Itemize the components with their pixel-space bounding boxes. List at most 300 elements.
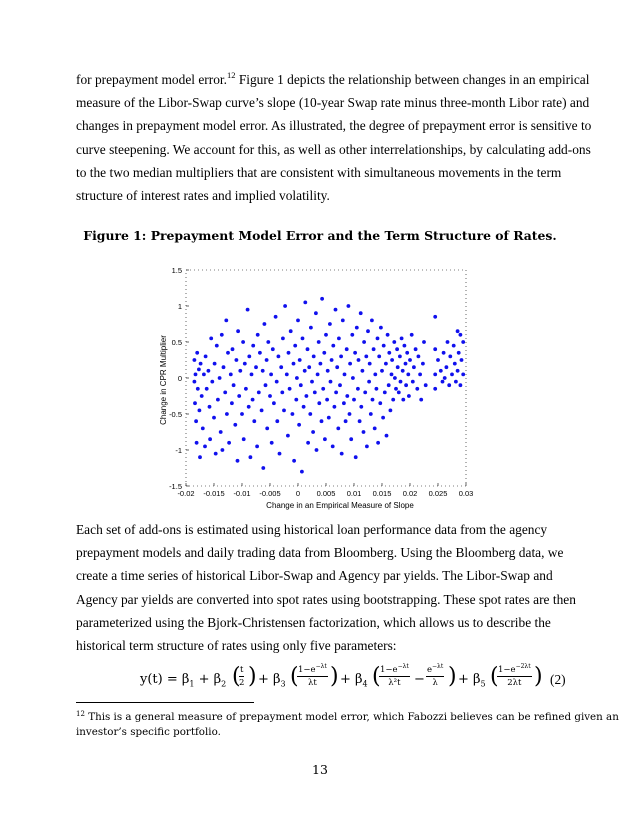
x-axis-label: Change in an Empirical Measure of Slope — [266, 501, 414, 510]
data-point — [340, 452, 344, 456]
data-point — [275, 419, 279, 423]
data-point — [251, 398, 255, 402]
data-point — [243, 362, 247, 366]
data-point — [401, 369, 405, 373]
y-tick-label: -0.5 — [169, 410, 182, 419]
data-point — [238, 369, 242, 373]
data-point — [287, 351, 291, 355]
data-point — [256, 333, 260, 337]
data-point — [286, 434, 290, 438]
equation-lhs: y(t) = β — [140, 672, 190, 687]
data-point — [272, 401, 276, 405]
data-point — [254, 365, 258, 369]
data-point — [359, 311, 363, 315]
figure-title: Figure 1: Prepayment Model Error and the Term Structure of Rates. — [83, 228, 557, 243]
data-point — [311, 430, 315, 434]
y-tick-label: -1 — [175, 446, 182, 455]
data-point — [308, 412, 312, 416]
data-point — [361, 369, 365, 373]
data-point — [397, 391, 401, 395]
data-point — [394, 387, 398, 391]
data-point — [403, 344, 407, 348]
data-point — [328, 322, 332, 326]
data-point — [441, 380, 445, 384]
data-point — [226, 351, 230, 355]
data-point — [351, 376, 355, 380]
data-point — [452, 344, 456, 348]
data-point — [399, 380, 403, 384]
data-point — [232, 383, 236, 387]
data-point — [278, 452, 282, 456]
data-point — [236, 329, 240, 333]
data-point — [443, 376, 447, 380]
data-point — [294, 398, 298, 402]
data-point — [379, 326, 383, 330]
data-point — [404, 383, 408, 387]
data-point — [338, 383, 342, 387]
data-point — [199, 362, 203, 366]
data-point — [330, 358, 334, 362]
data-point — [205, 387, 209, 391]
data-point — [202, 373, 206, 377]
data-point — [303, 301, 307, 305]
data-point — [195, 441, 199, 445]
data-point — [352, 398, 356, 402]
data-point — [265, 427, 269, 431]
y-tick-label: 0.5 — [171, 338, 182, 347]
data-point — [439, 369, 443, 373]
data-point — [363, 391, 367, 395]
text-line: for prepayment model error.$^{12}$ Figure 1 depicts the relationship between changes in an empirical — [76, 70, 590, 87]
data-point — [195, 351, 199, 355]
data-point — [336, 427, 340, 431]
data-point — [406, 373, 410, 377]
data-point — [372, 347, 376, 351]
plot-area-border — [186, 270, 466, 486]
data-point — [208, 405, 212, 409]
data-point — [433, 387, 437, 391]
paragraph-addons — [76, 518, 576, 657]
data-point — [315, 448, 319, 452]
data-point — [369, 412, 373, 416]
data-point — [300, 470, 304, 474]
data-point — [454, 380, 458, 384]
data-point — [373, 427, 377, 431]
x-tick-label: -0.02 — [177, 489, 195, 498]
data-point — [433, 373, 437, 377]
data-point — [247, 405, 251, 409]
data-point — [250, 373, 254, 377]
data-point — [365, 445, 369, 449]
data-point — [193, 401, 197, 405]
x-tick-label: 0.01 — [346, 489, 362, 498]
data-point — [224, 319, 228, 323]
data-point — [299, 383, 303, 387]
data-point — [242, 437, 246, 441]
data-point — [326, 369, 330, 373]
data-point — [421, 362, 425, 366]
data-point — [275, 380, 279, 384]
data-point — [396, 365, 400, 369]
data-point — [418, 373, 422, 377]
data-point — [347, 304, 351, 308]
data-point — [333, 405, 337, 409]
footnote-text: This is a general measure of prepayment model error, which Fabozzi believes can be refined given an — [84, 711, 619, 723]
data-point — [307, 365, 311, 369]
footnote-text: investor’s specific portfolio. — [76, 726, 221, 738]
data-point — [305, 394, 309, 398]
data-points — [193, 297, 466, 474]
data-point — [348, 362, 352, 366]
data-point — [246, 308, 250, 312]
data-point — [419, 398, 423, 402]
data-point — [436, 358, 440, 362]
data-point — [303, 369, 307, 373]
data-point — [345, 394, 349, 398]
data-point — [404, 362, 408, 366]
x-tick-label: 0.025 — [428, 489, 448, 498]
data-point — [381, 416, 385, 420]
data-point — [390, 373, 394, 377]
data-point — [343, 373, 347, 377]
data-point — [230, 401, 234, 405]
data-point — [209, 337, 213, 341]
data-point — [391, 398, 395, 402]
data-point — [200, 394, 204, 398]
data-point — [375, 387, 379, 391]
data-point — [249, 455, 253, 459]
data-point — [210, 380, 214, 384]
data-point — [334, 391, 338, 395]
y-tick-label: 0 — [177, 374, 182, 383]
data-point — [353, 351, 357, 355]
data-point — [207, 369, 211, 373]
data-point — [261, 466, 265, 470]
data-point — [203, 445, 207, 449]
data-point — [237, 394, 241, 398]
data-point — [335, 365, 339, 369]
data-point — [362, 430, 366, 434]
data-point — [225, 412, 229, 416]
data-point — [433, 347, 437, 351]
data-point — [317, 401, 321, 405]
data-point — [414, 347, 418, 351]
data-point — [269, 373, 273, 377]
text-line: curve steepening. We account for this, as well as other interrelationships, by calculating add-ons — [76, 141, 591, 157]
data-point — [348, 412, 352, 416]
data-point — [327, 416, 331, 420]
data-point — [320, 297, 324, 301]
data-point — [385, 434, 389, 438]
data-point — [389, 409, 393, 413]
data-point — [407, 394, 411, 398]
x-tick-label: -0.005 — [259, 489, 281, 498]
data-point — [281, 337, 285, 341]
text-line: Agency par yields are converted into spot rates using bootstrapping. These spot rates are then — [76, 591, 576, 607]
data-point — [322, 351, 326, 355]
data-point — [193, 380, 197, 384]
data-point — [255, 445, 259, 449]
data-point — [331, 344, 335, 348]
data-point — [293, 344, 297, 348]
data-point — [263, 322, 267, 326]
data-point — [368, 362, 372, 366]
data-point — [411, 380, 415, 384]
data-point — [296, 319, 300, 323]
data-point — [384, 362, 388, 366]
footnote-marker: 12 — [76, 710, 85, 718]
data-point — [194, 419, 198, 423]
data-point — [383, 391, 387, 395]
data-point — [288, 387, 292, 391]
data-point — [279, 365, 283, 369]
data-point — [456, 369, 460, 373]
data-point — [401, 398, 405, 402]
data-point — [292, 362, 296, 366]
data-point — [334, 308, 338, 312]
data-point — [280, 391, 284, 395]
text-line: create a time series of historical Libor-Swap and Agency par yields. The Libor-Swap and — [76, 568, 553, 584]
data-point — [241, 340, 245, 344]
data-point — [208, 437, 212, 441]
data-point — [376, 337, 380, 341]
data-point — [229, 373, 233, 377]
data-point — [196, 387, 200, 391]
y-tick-label: -1.5 — [169, 482, 182, 491]
data-point — [349, 437, 353, 441]
data-point — [456, 329, 460, 333]
data-point — [339, 355, 343, 359]
data-point — [193, 358, 197, 362]
data-point — [231, 347, 235, 351]
data-point — [392, 340, 396, 344]
data-point — [292, 459, 296, 463]
data-point — [442, 351, 446, 355]
data-point — [321, 387, 325, 391]
data-point — [357, 358, 361, 362]
data-point — [366, 329, 370, 333]
data-point — [373, 373, 377, 377]
data-point — [264, 383, 268, 387]
data-point — [240, 412, 244, 416]
data-point — [387, 383, 391, 387]
x-tick-label: -0.015 — [203, 489, 225, 498]
data-point — [265, 358, 269, 362]
data-point — [390, 358, 394, 362]
data-point — [457, 351, 461, 355]
data-point — [198, 455, 202, 459]
data-point — [459, 333, 463, 337]
data-point — [345, 347, 349, 351]
data-point — [266, 340, 270, 344]
equation-bjork-christensen: $y(t) = \beta_1 + \beta_2$ ( $\frac{t}{2}$ ) + $\beta_3$ ( $\frac{1-e^{-\lambda t}}{\lambda t}$ ) + $\beta_4$ ( $\frac{1-e^{-\lambda t}}{\text{λ²t}}$ − $\frac{e^{-\lambda t}}{\lambda}$ ) + $\beta_5$ ( $\frac{1-e^{-2\lambda t}}{2\lambda t}$ ) — [140, 663, 543, 689]
data-point — [400, 337, 404, 341]
data-point — [412, 365, 416, 369]
data-point — [355, 326, 359, 330]
text-line: structure of interest rates and implied volatility. — [76, 188, 330, 204]
data-point — [341, 319, 345, 323]
data-point — [194, 373, 198, 377]
x-tick-label: 0.015 — [372, 489, 392, 498]
data-point — [395, 347, 399, 351]
y-tick-label: 1 — [177, 302, 182, 311]
data-point — [325, 398, 329, 402]
data-point — [371, 398, 375, 402]
x-axis-ticks — [177, 483, 473, 498]
data-point — [417, 355, 421, 359]
data-point — [356, 387, 360, 391]
data-point — [410, 333, 414, 337]
data-point — [213, 362, 217, 366]
data-point — [289, 329, 293, 333]
footnote — [76, 710, 619, 740]
data-point — [405, 351, 409, 355]
data-point — [314, 311, 318, 315]
data-point — [295, 376, 299, 380]
data-point — [424, 383, 428, 387]
data-point — [447, 383, 451, 387]
scatter-chart — [150, 258, 490, 518]
page-number: 13 — [312, 762, 328, 777]
data-point — [354, 455, 358, 459]
x-tick-label: 0.03 — [458, 489, 474, 498]
text-line: changes in prepayment model error. As illustrated, the degree of prepayment error is sensitive to — [76, 118, 592, 134]
data-point — [337, 337, 341, 341]
data-point — [285, 373, 289, 377]
data-point — [433, 315, 437, 319]
data-point — [218, 376, 222, 380]
data-point — [460, 358, 464, 362]
data-point — [277, 355, 281, 359]
x-tick-label: -0.01 — [233, 489, 251, 498]
footnote-divider — [76, 702, 254, 703]
data-point — [320, 419, 324, 423]
data-point — [216, 398, 220, 402]
data-point — [258, 351, 262, 355]
x-tick-label: 0 — [295, 489, 301, 498]
text-line: parameterized using the Bjork-Christensen factorization, which allows us to describe the — [76, 614, 551, 630]
data-point — [260, 409, 264, 413]
data-point — [223, 391, 227, 395]
data-point — [298, 358, 302, 362]
data-point — [291, 412, 295, 416]
data-point — [459, 383, 463, 387]
data-point — [323, 437, 327, 441]
y-tick-label: 1.5 — [171, 266, 182, 275]
data-point — [220, 333, 224, 337]
data-point — [362, 340, 366, 344]
y-axis-label: Change in CPR Multiplier — [159, 335, 168, 425]
data-point — [309, 326, 313, 330]
x-tick-label: 0.005 — [316, 489, 336, 498]
data-point — [274, 315, 278, 319]
text-line: Each set of add-ons is estimated using historical loan performance data from the agency — [76, 522, 548, 537]
data-point — [247, 355, 251, 359]
data-point — [448, 355, 452, 359]
data-point — [331, 445, 335, 449]
data-point — [297, 423, 301, 427]
data-point — [422, 340, 426, 344]
data-point — [382, 344, 386, 348]
data-point — [235, 358, 239, 362]
data-point — [244, 387, 248, 391]
data-point — [271, 347, 275, 351]
data-point — [461, 340, 465, 344]
data-point — [222, 365, 226, 369]
data-point — [370, 319, 374, 323]
footnote-ref: 12 — [226, 70, 236, 80]
data-point — [329, 380, 333, 384]
data-point — [450, 373, 454, 377]
data-point — [319, 362, 323, 366]
text-line: historical term structure of rates using only five parameters: — [76, 638, 397, 654]
data-point — [398, 355, 402, 359]
data-point — [261, 369, 265, 373]
data-point — [324, 333, 328, 337]
data-point — [197, 368, 201, 372]
data-point — [408, 358, 412, 362]
data-point — [268, 394, 272, 398]
data-point — [236, 459, 240, 463]
data-point — [227, 441, 231, 445]
data-point — [204, 355, 208, 359]
data-point — [221, 448, 225, 452]
data-point — [445, 365, 449, 369]
data-point — [386, 333, 390, 337]
data-point — [257, 391, 261, 395]
data-point — [446, 340, 450, 344]
data-point — [312, 355, 316, 359]
data-point — [364, 355, 368, 359]
data-point — [342, 401, 346, 405]
data-point — [310, 380, 314, 384]
data-point — [215, 344, 219, 348]
data-point — [302, 405, 306, 409]
data-point — [380, 369, 384, 373]
text-line: measure of the Libor-Swap curve’s slope (10-year Swap rate minus three-month Libor rate) and — [76, 95, 590, 111]
data-point — [219, 430, 223, 434]
paragraph-intro — [76, 68, 592, 207]
equation-number: (2) — [550, 672, 566, 687]
data-point — [377, 355, 381, 359]
data-point — [378, 401, 382, 405]
data-point — [282, 409, 286, 413]
data-point — [270, 441, 274, 445]
text-line: prepayment models and daily trading data from Bloomberg. Using the Bloomberg data, we — [76, 545, 564, 561]
data-point — [251, 344, 255, 348]
data-point — [387, 351, 391, 355]
data-point — [212, 416, 216, 420]
data-point — [306, 347, 310, 351]
data-point — [461, 373, 465, 377]
data-point — [316, 373, 320, 377]
data-point — [201, 427, 205, 431]
data-point — [198, 409, 202, 413]
data-point — [317, 340, 321, 344]
data-point — [415, 387, 419, 391]
data-point — [393, 376, 397, 380]
x-tick-label: 0.02 — [402, 489, 418, 498]
plot-frame — [186, 270, 466, 486]
data-point — [359, 405, 363, 409]
data-point — [214, 452, 218, 456]
data-point — [358, 419, 362, 423]
data-point — [367, 380, 371, 384]
data-point — [313, 391, 317, 395]
text-line: to the two median multipliers that are consistent with simultaneous movements in the term — [76, 164, 562, 180]
data-point — [350, 333, 354, 337]
data-point — [376, 441, 380, 445]
